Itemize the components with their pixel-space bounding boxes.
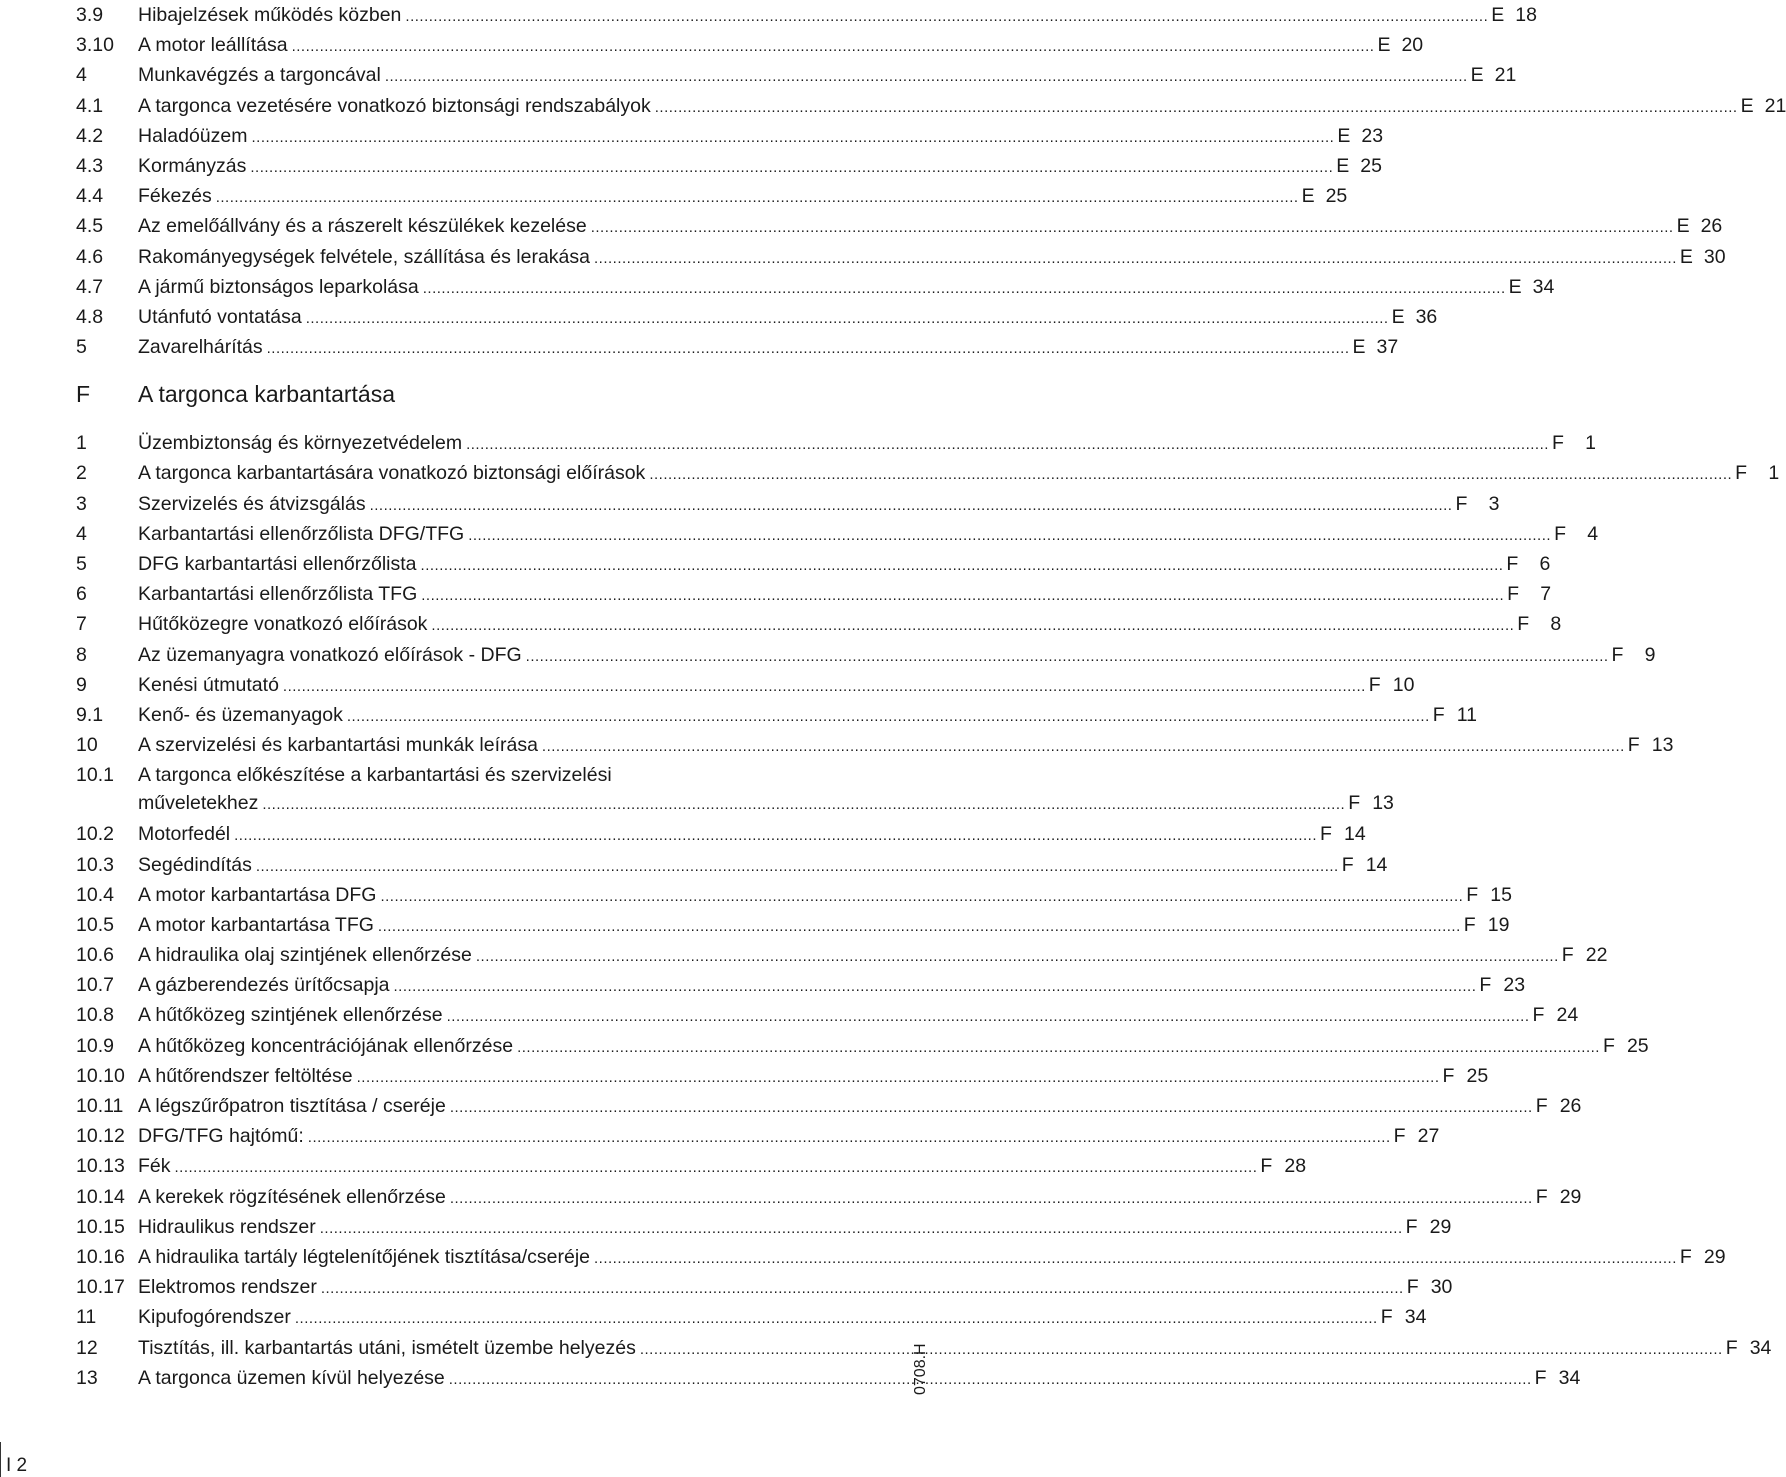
toc-entry-page: F 25	[1442, 1064, 1489, 1087]
dot-leader	[591, 213, 1674, 243]
toc-entry-page: F 1	[1551, 432, 1596, 455]
toc-entry[interactable]	[76, 121, 1384, 151]
toc-entry-page: E 23	[1337, 124, 1384, 147]
dot-leader	[542, 732, 1625, 762]
toc-entry[interactable]	[76, 1182, 1582, 1212]
toc-entry[interactable]	[76, 1121, 1440, 1151]
toc-entry-page: E 21	[1740, 94, 1786, 117]
toc-entry-title: Az emelőállvány és a rászerelt készülékek kezelése	[138, 215, 587, 238]
toc-entry-number: 9.1	[76, 703, 104, 726]
toc-entry-page: F 26	[1535, 1095, 1582, 1117]
dot-leader	[421, 551, 1504, 581]
dot-leader	[380, 882, 1463, 912]
toc-entry-number: 10	[76, 734, 98, 757]
toc-entry-page: F 4	[1554, 522, 1599, 545]
toc-entry[interactable]	[76, 211, 1723, 241]
dot-leader	[308, 1123, 1391, 1153]
dot-leader	[431, 611, 1514, 641]
toc-entry[interactable]	[76, 1061, 1489, 1091]
dot-leader	[655, 93, 1738, 123]
toc-entry-title: A jármű biztonságos leparkolása	[138, 275, 419, 298]
toc-entry-page: E 25	[1301, 185, 1348, 208]
toc-entry[interactable]	[76, 60, 1517, 90]
toc-entry[interactable]	[76, 242, 1726, 272]
toc-entry-title: A motor leállítása	[138, 34, 288, 57]
toc-entry[interactable]	[76, 549, 1551, 579]
dot-leader	[423, 274, 1506, 304]
toc-entry-number: 4.3	[76, 154, 104, 177]
dot-leader	[466, 430, 1549, 460]
toc-entry-page: F 27	[1393, 1125, 1440, 1148]
toc-entry-page: F 14	[1320, 823, 1366, 846]
toc-entry-page: F 34	[1380, 1306, 1427, 1329]
toc-entry-title: Zavarelhárítás	[138, 336, 263, 359]
dot-leader	[468, 521, 1551, 551]
toc-entry-number: 3	[76, 492, 87, 515]
dot-leader	[216, 183, 1299, 213]
toc-entry[interactable]	[76, 1333, 1772, 1363]
toc-entry-number: 11	[76, 1306, 97, 1329]
toc-entry-title: A hidraulika olaj szintjének ellenőrzése	[138, 944, 472, 967]
toc-entry-page: E 25	[1336, 154, 1382, 177]
dot-leader	[250, 153, 1333, 183]
toc-entry-number: 10.1	[76, 764, 114, 787]
toc-entry-number: 10.15	[76, 1215, 125, 1238]
toc-group-f	[76, 428, 1780, 760]
toc-entry-title: A légszűrőpatron tisztítása / cseréje	[138, 1095, 446, 1117]
dot-leader	[449, 1365, 1532, 1395]
toc-entry[interactable]	[76, 579, 1552, 609]
toc-entry-number: 10.7	[76, 974, 114, 997]
toc-entry-number: 4	[76, 522, 87, 545]
toc-entry-page: F 25	[1602, 1034, 1649, 1057]
toc-entry-page: F 29	[1535, 1185, 1582, 1208]
dot-leader	[256, 852, 1339, 882]
toc-entry[interactable]	[76, 1242, 1726, 1272]
toc-entry-page: F 34	[1534, 1366, 1581, 1389]
toc-entry-number: 10.14	[76, 1185, 125, 1208]
toc-entry-page: F 11	[1432, 703, 1477, 726]
toc-entry-number: 10.2	[76, 823, 114, 846]
toc-entry-number: 5	[76, 336, 87, 359]
toc-entry-title: Fékezés	[138, 185, 212, 208]
toc-entry-page: F 22	[1561, 944, 1608, 967]
toc-entry-title: A gázberendezés ürítőcsapja	[138, 974, 390, 997]
toc-entry-title: A kerekek rögzítésének ellenőrzése	[138, 1185, 446, 1208]
toc-entry-title: Szervizelés és átvizsgálás	[138, 492, 366, 515]
dot-leader	[640, 1335, 1723, 1365]
toc-entry-page: F 9	[1611, 643, 1656, 666]
toc-entry-title: Kenő- és üzemanyagok	[138, 703, 343, 726]
toc-entry[interactable]	[76, 302, 1438, 332]
dot-leader	[594, 244, 1677, 274]
toc-entry[interactable]	[76, 970, 1526, 1000]
toc-entry-title: Fék	[138, 1155, 171, 1178]
toc-entry[interactable]	[76, 730, 1674, 760]
toc-entry-number: 10.8	[76, 1004, 114, 1027]
toc-entry-title: Hibajelzések működés közben	[138, 4, 402, 26]
toc-entry-title-line2: műveletekhez	[138, 792, 259, 815]
toc-entry-title: A motor karbantartása TFG	[138, 913, 374, 936]
toc-entry-number: 4.7	[76, 275, 104, 298]
dot-leader	[357, 1063, 1440, 1093]
toc-entry-title: A hűtőrendszer feltöltése	[138, 1064, 353, 1087]
dot-leader	[251, 123, 1334, 153]
toc-entry-number: 13	[76, 1366, 98, 1389]
toc-entry-title: A motor karbantartása DFG	[138, 883, 377, 906]
section-title: A targonca karbantartása	[138, 381, 395, 408]
dot-leader	[292, 32, 1375, 62]
toc-entry-number: 12	[76, 1336, 98, 1359]
toc-entry-number: 4.4	[76, 185, 104, 208]
toc-entry-title: Hűtőközegre vonatkozó előírások	[138, 613, 428, 636]
dot-leader	[447, 1002, 1530, 1032]
toc-entry[interactable]	[76, 670, 1415, 700]
toc-entry[interactable]	[76, 151, 1382, 181]
toc-entry-page: E 34	[1508, 275, 1555, 298]
dot-leader	[517, 1033, 1600, 1063]
toc-entry-page: F 8	[1517, 613, 1562, 636]
dot-leader	[295, 1304, 1378, 1334]
toc-entry[interactable]	[76, 181, 1348, 211]
toc-entry-title: Tisztítás, ill. karbantartás utáni, ismételt üzembe helyezés	[138, 1336, 636, 1359]
toc-entry-number: 10.16	[76, 1245, 125, 1268]
toc-entry[interactable]	[76, 609, 1562, 639]
toc-entry-number: 10.10	[76, 1064, 125, 1087]
toc-entry-page: F 28	[1260, 1155, 1307, 1178]
toc-entry-title: Segédindítás	[138, 853, 252, 876]
dot-leader	[347, 702, 1430, 732]
toc-entry-title: DFG/TFG hajtómű:	[138, 1125, 304, 1148]
toc-entry-page: E 37	[1352, 336, 1399, 359]
toc-entry-title: Elektromos rendszer	[138, 1276, 317, 1299]
toc-entry[interactable]	[76, 519, 1599, 549]
toc-entry-number: 10.3	[76, 853, 114, 876]
toc-entry-number: 7	[76, 613, 87, 636]
toc-entry-title: Rakományegységek felvétele, szállítása és lerakása	[138, 245, 590, 268]
toc-entry[interactable]	[76, 458, 1780, 488]
toc-entry-page: F 23	[1479, 974, 1526, 997]
toc-entry-number: 8	[76, 643, 87, 666]
toc-entry-number: 4.2	[76, 124, 104, 147]
toc-entry-number: 9	[76, 673, 87, 696]
toc-entry-title: Kenési útmutató	[138, 673, 279, 696]
toc-entry-number: 10.12	[76, 1125, 125, 1148]
toc-entry-page: F 6	[1506, 553, 1551, 575]
dot-leader	[175, 1153, 1258, 1183]
toc-entry-number: 10.13	[76, 1155, 125, 1178]
dot-leader	[450, 1093, 1533, 1123]
toc-entry-page: F 14	[1341, 853, 1388, 876]
section-letter: F	[76, 381, 91, 408]
toc-entry[interactable]	[76, 1151, 1307, 1181]
toc-entry-number: 10.6	[76, 944, 114, 967]
toc-entry-title: Hidraulikus rendszer	[138, 1215, 316, 1238]
toc-entry-number: 10.11	[76, 1095, 124, 1117]
toc-entry-page: F 1	[1735, 462, 1780, 485]
toc-entry-page: F 13	[1627, 734, 1674, 757]
page-label: I 2	[6, 1455, 28, 1476]
toc-entry-number: 6	[76, 583, 87, 606]
toc-entry-title: Karbantartási ellenőrzőlista DFG/TFG	[138, 522, 465, 545]
toc-entry-number: 1	[76, 432, 87, 455]
toc-entry[interactable]	[76, 0, 1537, 30]
toc-entry-title: DFG karbantartási ellenőrzőlista	[138, 553, 417, 575]
toc-entry-title: Az üzemanyagra vonatkozó előírások - DFG	[138, 643, 522, 666]
toc-entry[interactable]	[76, 1091, 1582, 1121]
toc-entry[interactable]	[76, 940, 1608, 970]
toc-entry[interactable]	[76, 1031, 1649, 1061]
toc-entry-page: F 13	[1348, 792, 1394, 815]
toc-entry-title: A targonca üzemen kívül helyezése	[138, 1366, 445, 1389]
toc-entry-page: F 3	[1455, 492, 1500, 515]
toc-entry[interactable]	[76, 700, 1477, 730]
toc-entry[interactable]	[76, 819, 1366, 849]
toc-entry-page: E 20	[1377, 34, 1424, 57]
toc-entry-number: 4	[76, 64, 87, 87]
toc-entry-number: 10.17	[76, 1276, 125, 1299]
toc-entry-page: F 15	[1466, 883, 1512, 906]
toc-entry-title: A targonca vezetésére vonatkozó biztonsági rendszabályok	[138, 94, 651, 117]
toc-entry[interactable]	[76, 489, 1500, 519]
dot-leader	[421, 581, 1504, 611]
dot-leader	[394, 972, 1477, 1002]
toc-entry-page: F 10	[1368, 673, 1415, 696]
toc-entry-title: Kormányzás	[138, 154, 247, 177]
dot-leader	[649, 460, 1732, 490]
toc-entry-number: 4.8	[76, 305, 104, 328]
toc-entry-number: 3.10	[76, 34, 114, 57]
toc-entry[interactable]	[76, 910, 1510, 940]
dot-leader	[320, 1214, 1403, 1244]
toc-entry-title: Munkavégzés a targoncával	[138, 64, 381, 87]
dot-leader	[450, 1184, 1533, 1214]
toc-entry-number: 10.5	[76, 913, 114, 936]
toc-entry-title: Kipufogórendszer	[138, 1306, 291, 1329]
toc-entry-number: 3.9	[76, 4, 104, 26]
toc-entry-number: 4.5	[76, 215, 104, 238]
dot-leader	[306, 304, 1389, 334]
toc-entry-page: F 29	[1679, 1245, 1726, 1268]
toc-entry[interactable]	[76, 332, 1399, 362]
toc-entry-page: E 21	[1470, 64, 1517, 87]
toc-entry[interactable]	[76, 30, 1424, 60]
document-code: 0708.H	[912, 1343, 929, 1395]
toc-entry-title: Karbantartási ellenőrzőlista TFG	[138, 583, 418, 606]
toc-entry-title: A hidraulika tartály légtelenítőjének tisztítása/cseréje	[138, 1245, 590, 1268]
toc-entry-number: 5	[76, 553, 87, 575]
toc-entry[interactable]	[76, 1302, 1427, 1332]
dot-leader	[385, 62, 1468, 92]
dot-leader	[321, 1274, 1404, 1304]
dot-leader	[378, 912, 1461, 942]
toc-entry-title: A szervizelési és karbantartási munkák leírása	[138, 734, 538, 757]
toc-entry-title: A hűtőközeg szintjének ellenőrzése	[138, 1004, 443, 1027]
toc-entry[interactable]	[76, 1000, 1579, 1030]
toc-entry-page: E 18	[1491, 4, 1537, 26]
toc-entry-title: A hűtőközeg koncentrációjának ellenőrzése	[138, 1034, 514, 1057]
toc-entry-number: 4.6	[76, 245, 104, 268]
toc-entry-title: Utánfutó vontatása	[138, 305, 302, 328]
toc-entry[interactable]	[76, 850, 1388, 880]
toc-entry-number: 10.4	[76, 883, 114, 906]
toc-entry-title: Motorfedél	[138, 823, 231, 846]
toc-entry[interactable]	[76, 1272, 1453, 1302]
dot-leader	[370, 491, 1453, 521]
toc-entry-page: F 24	[1532, 1004, 1579, 1027]
toc-entry[interactable]	[76, 1212, 1452, 1242]
toc-entry-number: 10.9	[76, 1034, 114, 1057]
dot-leader	[476, 942, 1559, 972]
toc-entry-title: Haladóüzem	[138, 124, 248, 147]
toc-entry-number: 4.1	[76, 94, 104, 117]
toc-entry-page: F 34	[1725, 1336, 1772, 1359]
toc-entry-page: E 30	[1679, 245, 1726, 268]
dot-leader	[234, 821, 1317, 851]
toc-entry-page: F 19	[1463, 913, 1510, 936]
toc-entry-page: E 36	[1391, 305, 1438, 328]
section-heading	[76, 366, 883, 422]
toc-entry-number: 2	[76, 462, 87, 485]
dot-leader	[405, 2, 1488, 32]
toc-entry-title-line1: A targonca előkészítése a karbantartási és szervizelési	[138, 764, 612, 787]
toc-entry-title: A targonca karbantartására vonatkozó biztonsági előírások	[138, 462, 646, 485]
dot-leader	[262, 790, 1345, 819]
dot-leader	[594, 1244, 1677, 1274]
dot-leader	[526, 642, 1609, 672]
toc-entry-page: F 7	[1507, 583, 1552, 606]
toc-entry-page: F 29	[1405, 1215, 1452, 1238]
dot-leader	[267, 334, 1350, 364]
toc-entry[interactable]	[76, 760, 1394, 819]
toc-entry[interactable]	[76, 272, 1555, 302]
dot-leader	[283, 672, 1366, 702]
toc-entry[interactable]	[76, 880, 1512, 910]
toc-entry-page: E 26	[1676, 215, 1723, 238]
toc-entry-page: F 30	[1406, 1276, 1453, 1299]
toc-entry[interactable]	[76, 91, 1786, 121]
toc-group-e	[76, 0, 1786, 362]
toc-entry[interactable]	[76, 428, 1596, 458]
toc-entry-title: Üzembiztonság és környezetvédelem	[138, 432, 463, 455]
toc-entry[interactable]	[76, 640, 1656, 670]
